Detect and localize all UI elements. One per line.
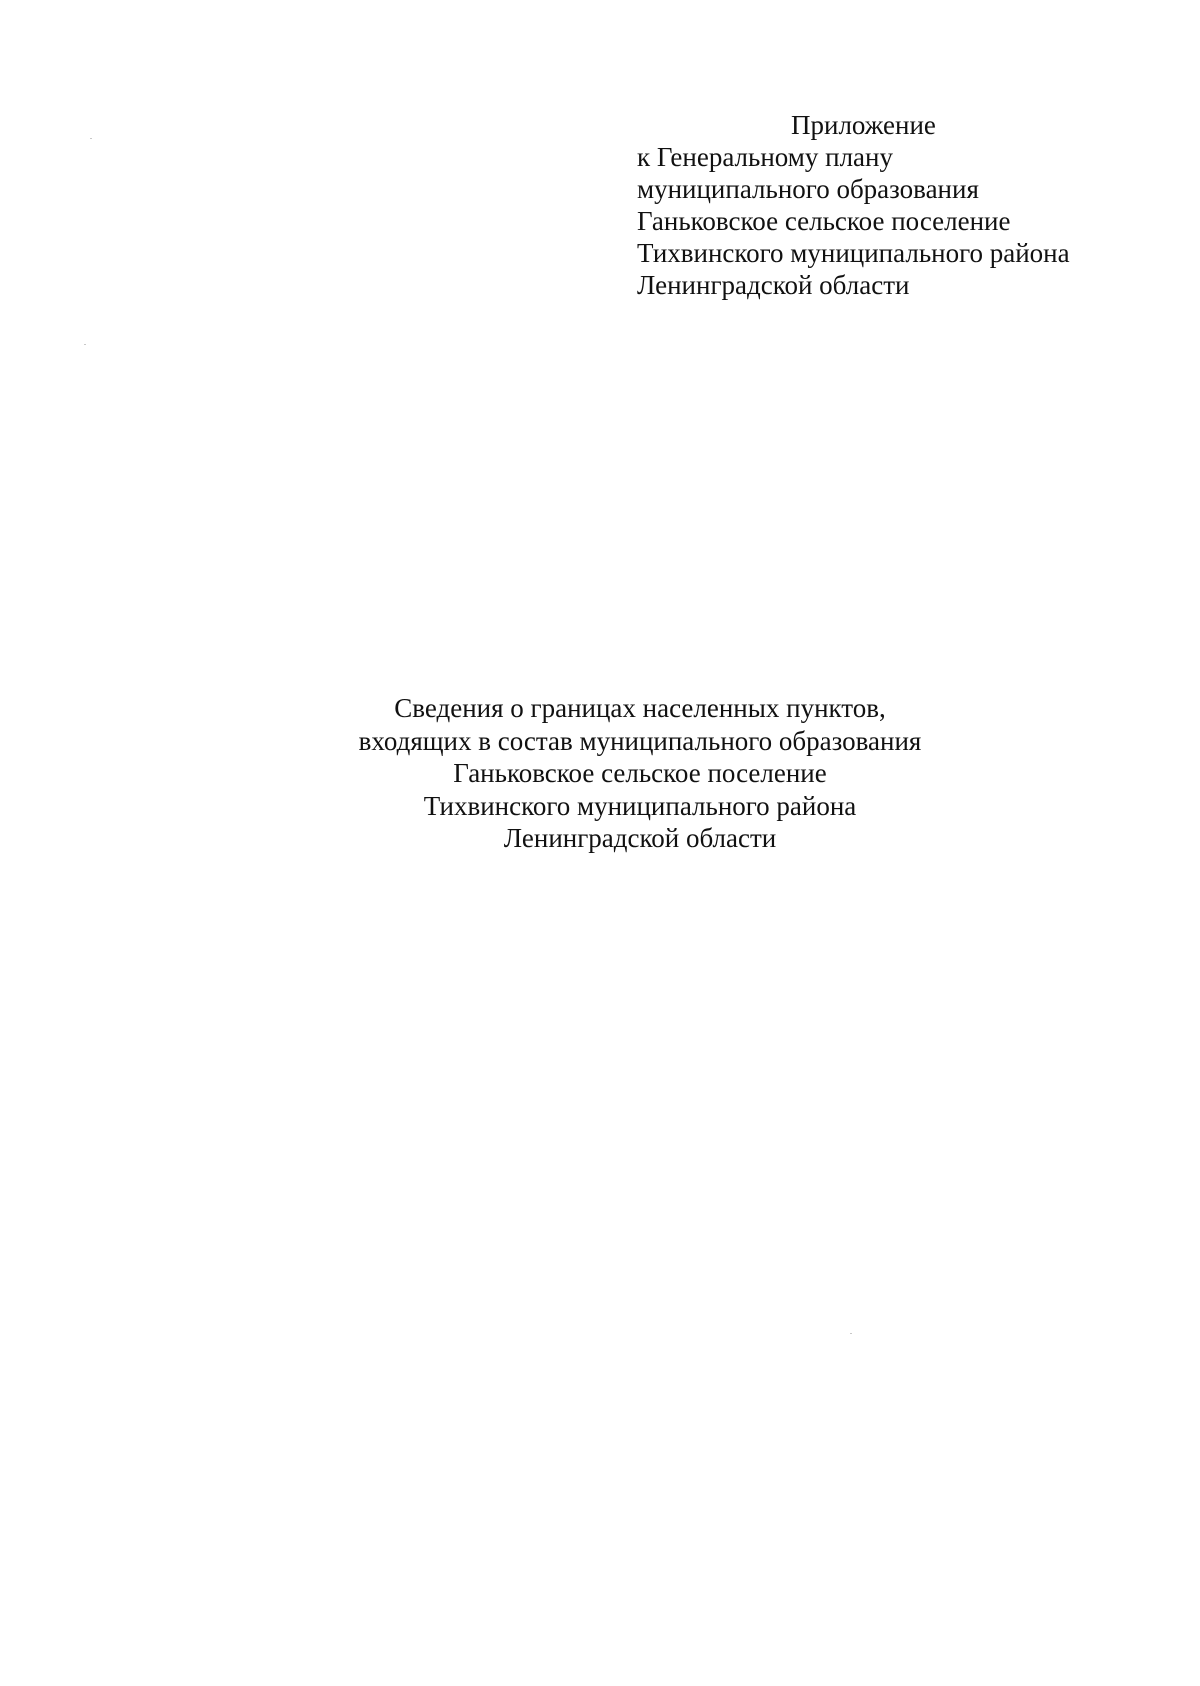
appendix-title: Приложение (791, 110, 936, 140)
appendix-line: Ганьковское сельское поселение (637, 206, 1011, 236)
appendix-line: к Генеральному плану (637, 142, 893, 172)
title-line: Тихвинского муниципального района (423, 790, 857, 821)
appendix-line: Ленинградской области (637, 270, 910, 300)
scan-speck (84, 344, 86, 345)
scan-speck (850, 1333, 852, 1334)
document-title (230, 692, 1050, 855)
appendix-line: муниципального образования (637, 174, 979, 204)
title-line: Сведения о границах населенных пунктов, (394, 693, 886, 723)
title-line: Ленинградской области (503, 823, 777, 853)
appendix-line: Тихвинского муниципального района (637, 238, 1070, 268)
appendix-header (637, 109, 1117, 301)
title-line: Ганьковское сельское поселение (453, 758, 827, 788)
scan-speck (90, 138, 92, 139)
title-line: входящих в состав муниципального образования (358, 725, 922, 756)
